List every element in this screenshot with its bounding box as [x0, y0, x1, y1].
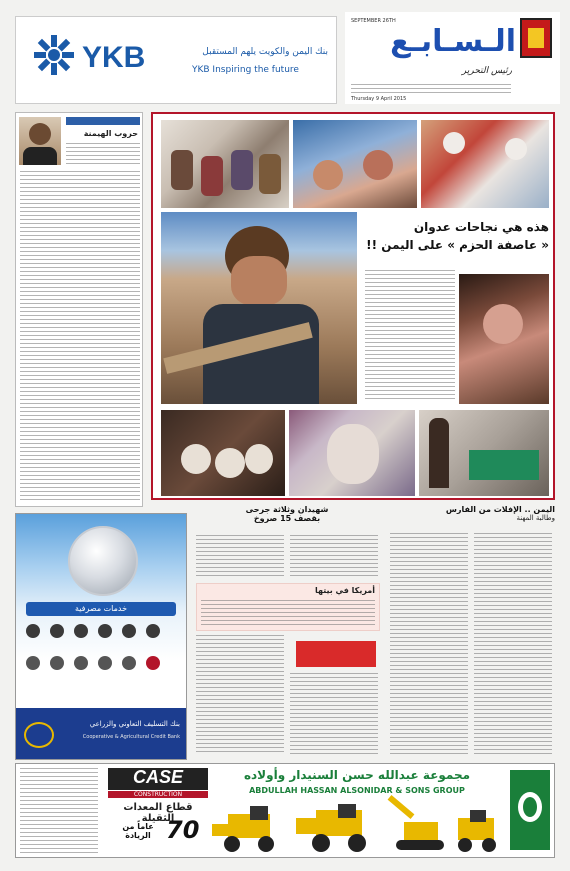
case-years: 70 — [166, 816, 200, 844]
photo-injured-children — [421, 120, 549, 208]
ykb-logo: YKB — [82, 41, 146, 74]
photo-boy-rubble — [161, 212, 357, 404]
cac-services-label: خدمات مصرفية — [74, 604, 128, 613]
masthead-editor: رئيس التحرير — [461, 66, 512, 76]
loader-machine-3 — [452, 810, 506, 852]
masthead-info-lines — [351, 84, 511, 96]
cac-bank-ad — [15, 513, 187, 760]
column-article — [15, 112, 143, 507]
cac-services-banner — [26, 602, 176, 616]
cac-bank-name-english: Cooperative & Agricultural Credit Bank — [82, 734, 180, 740]
cac-icons-grid — [26, 622, 178, 682]
case-brand-sub: CONSTRUCTION — [108, 791, 208, 798]
loader-machine-2 — [296, 804, 378, 852]
group-name-arabic: مجموعة عبدالله حسن السنيدار وأولاده — [243, 768, 471, 782]
photo-burned-child — [459, 274, 549, 404]
case-sector: قطاع المعدات الثقيلة — [123, 802, 193, 824]
case-logo — [108, 768, 208, 790]
lower-middle-headline-line2: بقصف 15 صروخ — [253, 514, 321, 523]
case-brand: CASE — [132, 767, 183, 787]
columnist-photo — [19, 117, 61, 165]
lower-middle-headline-line1: شهيدان وثلاثة جرحى — [245, 505, 329, 514]
ykb-slogan-arabic: بنك اليمن والكويت يلهم المستقبل — [202, 47, 328, 57]
feature-headline-line1: هذه هي نجاحات عدوان — [413, 220, 549, 234]
lower-middle-body-lines-a — [196, 535, 284, 579]
loader-machine-1 — [212, 806, 288, 852]
masthead-english: SEPTEMBER 26TH — [351, 18, 396, 24]
group-logo-icon — [510, 770, 550, 850]
excavator-machine — [384, 798, 448, 852]
photo-shrouded-bodies — [161, 410, 285, 496]
lower-middle-body-lines-b — [290, 535, 378, 579]
column-header-bar — [66, 117, 140, 125]
lower-middle-body-lines-d — [290, 673, 378, 755]
lower-middle-subhead-lines — [201, 600, 375, 626]
lower-middle-article — [192, 505, 382, 758]
cac-coin-icon — [68, 526, 138, 596]
column-intro-lines — [66, 143, 140, 165]
lower-right-body-lines-b — [474, 533, 552, 755]
lower-middle-subhead-box — [196, 583, 380, 631]
lower-middle-body-lines-c — [196, 635, 284, 755]
feature-spread — [151, 112, 555, 500]
group-name-english: ABDULLAH HASSAN ALSONIDAR & SONS GROUP — [249, 786, 465, 795]
column-title: حروب الهيمنة — [83, 129, 138, 138]
photo-victims-row — [161, 120, 289, 208]
masthead-date: Thursday 9 April 2015 — [351, 96, 407, 102]
feature-headline — [365, 218, 549, 254]
cac-bank-name-arabic: بنك التسليف التعاوني والزراعي — [89, 720, 180, 728]
feature-headline-line2: « عاصفة الحزم » على اليمن !! — [366, 238, 549, 252]
case-ad — [15, 763, 555, 858]
masthead-title: الـسـابـع — [390, 24, 516, 59]
cac-logo-icon — [24, 722, 54, 748]
lower-right-article — [388, 505, 555, 758]
lower-right-body-lines-a — [390, 533, 468, 755]
feature-body-lines — [365, 270, 455, 400]
masthead-logo-emblem — [520, 18, 552, 58]
photo-children-hospital — [293, 120, 417, 208]
lower-middle-headline — [192, 505, 382, 523]
ykb-star-icon — [32, 33, 76, 77]
cac-bank-footer — [16, 708, 186, 759]
case-years-label: عاماً من الريادة — [122, 822, 154, 840]
photo-man-coffin — [419, 410, 549, 496]
lower-right-headline-line2: وطالبة المهنة — [516, 514, 555, 522]
masthead — [345, 12, 560, 104]
lower-middle-subhead: أمريكا في بيتها — [314, 586, 375, 595]
ykb-ad — [15, 16, 337, 104]
case-ad-side-text — [20, 768, 98, 854]
lower-right-headline — [388, 505, 555, 522]
column-body-lines — [20, 171, 140, 503]
lower-right-headline-line1: اليمن .. الإفلات من الفارس — [445, 505, 555, 514]
ykb-slogan-english: YKB Inspiring the future — [192, 65, 299, 75]
photo-dusty-girl — [289, 410, 415, 496]
lower-middle-red-box — [296, 641, 376, 667]
